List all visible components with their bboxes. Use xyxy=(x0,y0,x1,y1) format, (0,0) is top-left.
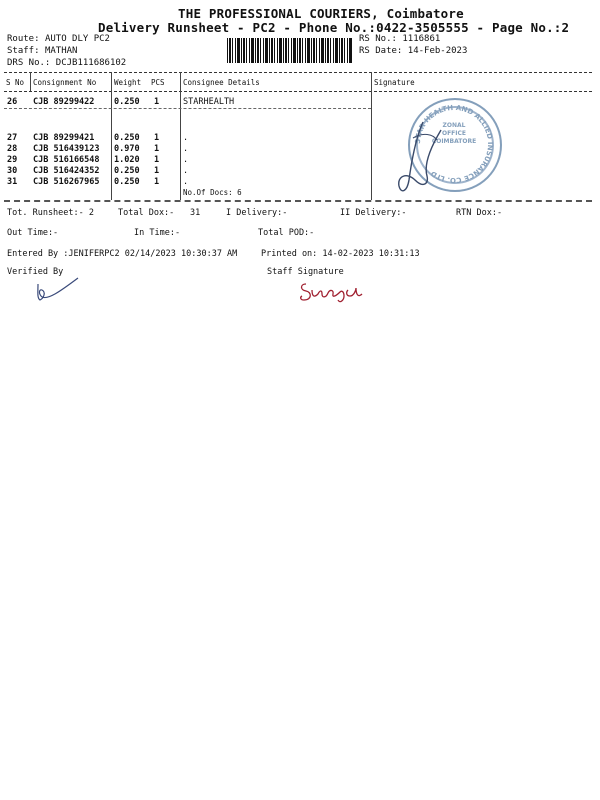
ii-delivery: II Delivery:- xyxy=(340,208,407,218)
printed-on: Printed on: 14-02-2023 10:31:13 xyxy=(261,249,420,259)
row-sno: 26 xyxy=(7,97,18,107)
row-sno: 28 xyxy=(7,144,18,154)
document-subtitle: Delivery Runsheet - PC2 - Phone No.:0422-3505555 - Page No.:2 xyxy=(98,20,570,35)
out-time: Out Time:- xyxy=(7,228,59,238)
row-consignment: CJB 89299421 xyxy=(33,133,95,143)
total-dox-label: Total Dox:- xyxy=(118,208,175,218)
total-dox-value: 31 xyxy=(190,208,201,218)
row-pcs: 1 xyxy=(154,97,160,107)
row-sno: 27 xyxy=(7,133,18,143)
row-consignment: CJB 516267965 xyxy=(33,177,100,187)
header-consignee: Consignee Details xyxy=(183,78,260,87)
row-details: . xyxy=(183,144,189,154)
row-pcs: 1 xyxy=(154,155,160,165)
row-consignment: CJB 516424352 xyxy=(33,166,100,176)
col-divider xyxy=(180,72,181,200)
stamp-ring-text: STAR HEALTH AND ALLIED INSURANCE CO. LTD xyxy=(413,103,495,185)
stamp-inner-text: ZONAL OFFICE COIMBATORE xyxy=(431,122,477,145)
header-consignment: Consignment No xyxy=(33,78,97,87)
rs-no-value: 1116861 xyxy=(402,34,441,44)
row-sno: 31 xyxy=(7,177,18,187)
row-pcs: 1 xyxy=(154,133,160,143)
row-weight: 1.020 xyxy=(114,155,140,165)
row-consignment: CJB 516166548 xyxy=(33,155,100,165)
table-bottom-rule xyxy=(4,200,592,202)
header-weight: Weight xyxy=(114,78,142,87)
rs-date-label: RS Date: xyxy=(359,46,403,56)
col-divider xyxy=(371,72,372,200)
row-details: . xyxy=(183,166,189,176)
row-pcs: 1 xyxy=(154,166,160,176)
staff-line xyxy=(7,46,77,56)
staff-label: Staff: xyxy=(7,46,40,56)
rs-no-line xyxy=(359,34,440,44)
route-label: Route: xyxy=(7,34,40,44)
table-header-rule xyxy=(4,91,592,92)
row-consignment: CJB 516439123 xyxy=(33,144,100,154)
i-delivery: I Delivery:- xyxy=(226,208,288,218)
row-weight: 0.970 xyxy=(114,144,140,154)
tot-runsheet: Tot. Runsheet:- 2 xyxy=(7,208,94,218)
row-sno: 29 xyxy=(7,155,18,165)
row-sno: 30 xyxy=(7,166,18,176)
verifier-signature xyxy=(32,276,82,306)
staff-value: MATHAN xyxy=(44,46,78,56)
drs-label: DRS No.: xyxy=(7,58,51,68)
rs-date-line xyxy=(359,46,467,56)
entered-by: Entered By :JENIFERPC2 02/14/2023 10:30:37 AM xyxy=(7,249,238,259)
row-weight: 0.250 xyxy=(114,133,140,143)
header-signature: Signature xyxy=(374,78,415,87)
table-top-rule xyxy=(4,72,592,73)
row-details: . xyxy=(183,155,189,165)
verified-by-label: Verified By xyxy=(7,267,64,277)
col-divider xyxy=(111,72,112,200)
route-line xyxy=(7,34,110,44)
row-rule xyxy=(4,108,371,109)
route-value: AUTO DLY PC2 xyxy=(44,34,110,44)
row-weight: 0.250 xyxy=(114,177,140,187)
rs-date-value: 14-Feb-2023 xyxy=(407,46,468,56)
row-weight: 0.250 xyxy=(114,97,140,107)
receiver-signature xyxy=(393,110,473,200)
row-pcs: 1 xyxy=(154,144,160,154)
row-weight: 0.250 xyxy=(114,166,140,176)
row-consignment: CJB 89299422 xyxy=(33,97,95,107)
row-details: . xyxy=(183,133,189,143)
document-title: THE PROFESSIONAL COURIERS, Coimbatore xyxy=(178,6,464,21)
barcode-image xyxy=(227,38,353,63)
drs-line xyxy=(7,58,126,68)
rs-no-label: RS No.: xyxy=(359,34,397,44)
in-time: In Time:- xyxy=(134,228,181,238)
no-of-docs: No.Of Docs: 6 xyxy=(183,188,242,197)
header-sno: S No xyxy=(6,78,25,87)
staff-signature-label: Staff Signature xyxy=(267,267,344,277)
staff-signature xyxy=(296,278,372,306)
total-pod: Total POD:- xyxy=(258,228,315,238)
row-details: . xyxy=(183,177,189,187)
header-pcs: PCS xyxy=(151,78,165,87)
drs-value: DCJB111686102 xyxy=(55,58,127,68)
col-divider xyxy=(30,72,31,91)
row-pcs: 1 xyxy=(154,177,160,187)
rtn-dox: RTN Dox:- xyxy=(456,208,503,218)
row-details: STARHEALTH xyxy=(183,97,235,107)
